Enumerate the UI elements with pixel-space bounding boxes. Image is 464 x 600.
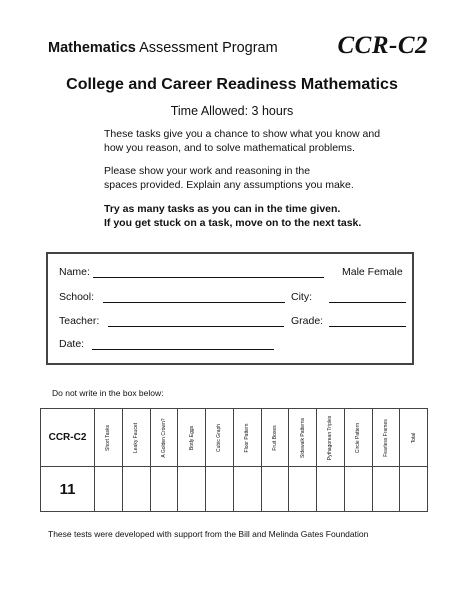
teacher-field[interactable] [108, 326, 284, 327]
task-name: Pythagorean Triples [327, 415, 334, 460]
task-column-header [178, 409, 206, 467]
score-cell [95, 467, 123, 512]
score-cell [317, 467, 345, 512]
name-label: Name: [59, 266, 90, 278]
footer-note: These tests were developed with support from the Bill and Melinda Gates Foundation [48, 529, 369, 539]
assessment-code: CCR-C2 [337, 32, 428, 59]
instructions-line: how you reason, and to solve mathematical problems. [104, 141, 355, 154]
task-name: Leaky Faucet [133, 422, 140, 453]
instructions-line: If you get stuck on a task, move on to the next task. [104, 216, 362, 229]
instructions-paragraph-1 [104, 128, 404, 155]
instructions-paragraph-3 [104, 203, 404, 230]
instructions-paragraph-2 [104, 165, 404, 192]
time-allowed: Time Allowed: 3 hours [170, 104, 294, 118]
score-cell [344, 467, 372, 512]
task-name: Sidewalk Patterns [299, 417, 306, 458]
program-name-bold: Mathematics [48, 40, 136, 56]
task-column-header [122, 409, 150, 467]
grade-label: Grade: [291, 315, 324, 327]
school-label: School: [59, 291, 95, 303]
task-name: Cubic Graph [216, 423, 223, 452]
task-name: Fruit Boxes [271, 424, 278, 451]
task-column-header [233, 409, 261, 467]
score-cell [233, 467, 261, 512]
task-column-header [206, 409, 234, 467]
task-column-header [95, 409, 123, 467]
score-cell [178, 467, 206, 512]
task-column-header [400, 409, 428, 467]
score-table [40, 408, 428, 512]
task-name: Fearless Frames [382, 418, 389, 457]
score-value-row [41, 467, 428, 512]
score-cell [206, 467, 234, 512]
score-cell [122, 467, 150, 512]
task-column-header [372, 409, 400, 467]
task-column-header [317, 409, 345, 467]
task-name: Circle Pattern [355, 422, 362, 453]
score-cell [261, 467, 289, 512]
score-cell [400, 467, 428, 512]
instructions-line: Please show your work and reasoning in the [104, 165, 311, 177]
task-name: Short Tasks [105, 424, 112, 451]
max-score: 11 [41, 467, 95, 512]
teacher-label: Teacher: [59, 315, 100, 327]
task-name: Floor Pattern [244, 423, 251, 452]
task-column-header [261, 409, 289, 467]
program-name [48, 40, 278, 56]
date-field[interactable] [92, 349, 274, 350]
task-column-header [150, 409, 178, 467]
do-not-write-note: Do not write in the box below: [52, 388, 164, 398]
instructions-line: spaces provided. Explain any assumptions you make. [104, 178, 354, 191]
page-header [48, 30, 428, 64]
city-label: City: [291, 291, 312, 303]
score-cell [289, 467, 317, 512]
task-name: Body Eggs [188, 425, 195, 450]
gender-options[interactable]: Male Female [342, 266, 403, 278]
score-cell [372, 467, 400, 512]
student-info-box [46, 252, 414, 365]
page-title: College and Career Readiness Mathematics [66, 76, 398, 93]
instructions-line: Try as many tasks as you can in the time given. [104, 203, 341, 215]
grade-field[interactable] [329, 326, 406, 327]
task-name: A Golden Crown? [160, 417, 167, 458]
instructions-line: These tasks give you a chance to show what you know and [104, 128, 381, 140]
city-field[interactable] [329, 302, 406, 303]
school-field[interactable] [103, 302, 285, 303]
date-label: Date: [59, 338, 85, 350]
task-column-header [344, 409, 372, 467]
score-cell [150, 467, 178, 512]
task-name: Total [410, 432, 417, 443]
score-table-code: CCR-C2 [41, 409, 95, 467]
score-header-row [41, 409, 428, 467]
task-column-header [289, 409, 317, 467]
program-name-rest: Assessment Program [135, 40, 278, 56]
name-field[interactable] [93, 277, 324, 278]
